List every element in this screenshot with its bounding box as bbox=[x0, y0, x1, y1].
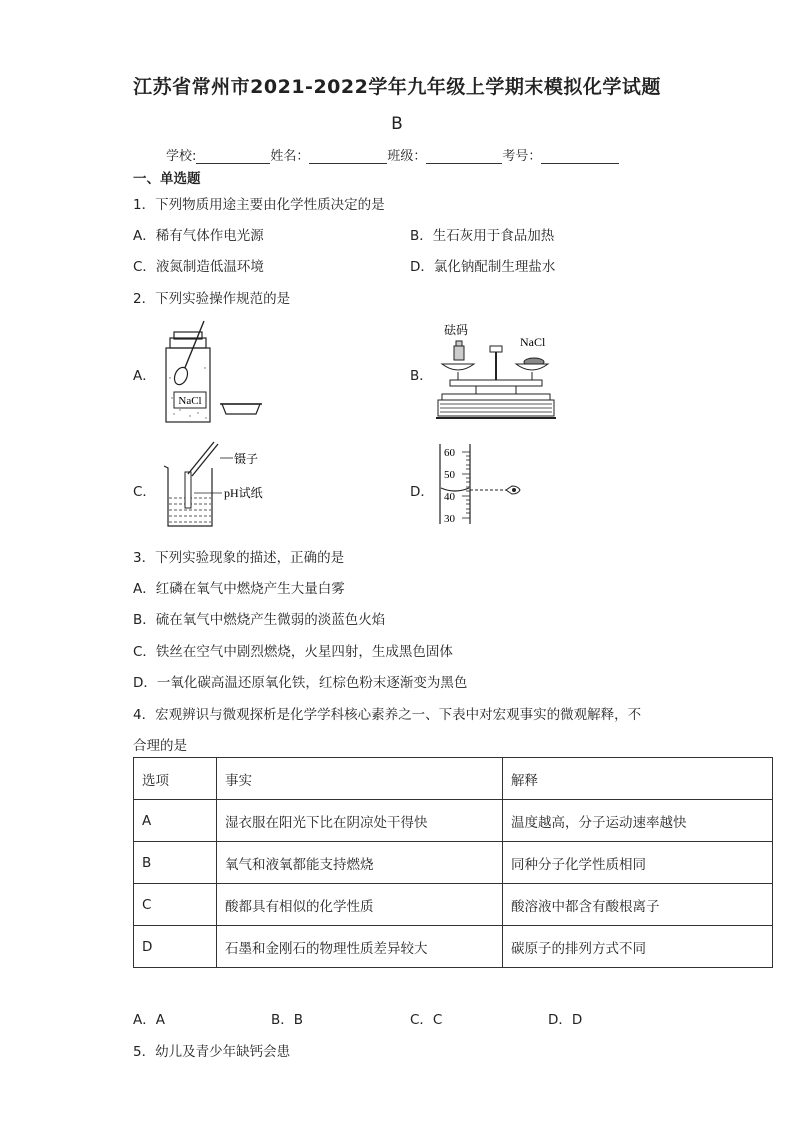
fig-b-weight-label: 砝码 bbox=[444, 323, 469, 337]
q3-option-c: C．铁丝在空气中剧烈燃烧，火星四射，生成黑色固体 bbox=[133, 644, 453, 660]
q2-option-c-letter: C． bbox=[133, 484, 156, 500]
q3-stem: 3．下列实验现象的描述，正确的是 bbox=[133, 550, 345, 566]
fig-a-label: NaCl bbox=[178, 395, 202, 407]
q1-stem: 1．下列物质用途主要由化学性质决定的是 bbox=[133, 197, 385, 213]
exam-number-label: 考号： bbox=[502, 149, 542, 164]
table-row bbox=[134, 800, 773, 842]
exam-subtitle: B bbox=[391, 114, 403, 134]
table-cell: 湿衣服在阳光下比在阴凉处干得快 bbox=[217, 800, 503, 842]
table-cell: 氧气和液氧都能支持燃烧 bbox=[217, 842, 503, 884]
q4-stem-line1: 4．宏观辨识与微观探析是化学学科核心素养之一、下表中对宏观事实的微观解释，不 bbox=[133, 707, 642, 723]
name-label: 姓名： bbox=[270, 149, 310, 164]
q3-option-d: D．一氧化碳高温还原氧化铁，红棕色粉末逐渐变为黑色 bbox=[133, 675, 468, 691]
q4-option-c: C．C bbox=[410, 1012, 443, 1028]
q4-option-d: D．D bbox=[548, 1012, 583, 1028]
q5-stem: 5．幼儿及青少年缺钙会患 bbox=[133, 1044, 291, 1060]
table-row bbox=[134, 842, 773, 884]
table-header-row bbox=[134, 758, 773, 800]
table-header-explanation: 解释 bbox=[503, 758, 773, 800]
fig-c-tweezers-label: 镊子 bbox=[234, 452, 259, 466]
q2-stem: 2．下列实验操作规范的是 bbox=[133, 291, 291, 307]
q4-table bbox=[133, 757, 773, 968]
table-cell: 酸都具有相似的化学性质 bbox=[217, 884, 503, 926]
q1-option-b: B．生石灰用于食品加热 bbox=[410, 228, 555, 244]
q1-option-c: C．液氮制造低温环境 bbox=[133, 259, 264, 275]
table-row bbox=[134, 884, 773, 926]
table-cell: A bbox=[134, 800, 217, 842]
class-label: 班级： bbox=[387, 149, 427, 164]
q3-option-b: B．硫在氧气中燃烧产生微弱的淡蓝色火焰 bbox=[133, 612, 386, 628]
fig-d-tick-40: 40 bbox=[444, 491, 455, 503]
section-heading: 一、单选题 bbox=[133, 171, 201, 187]
class-field[interactable] bbox=[426, 149, 502, 164]
fig-b-balance bbox=[436, 318, 558, 426]
q4-stem-line2: 合理的是 bbox=[133, 738, 187, 754]
table-cell: 酸溶液中都含有酸根离子 bbox=[503, 884, 773, 926]
exam-title: 江苏省常州市2021-2022学年九年级上学期末模拟化学试题 bbox=[133, 76, 661, 98]
table-row bbox=[134, 926, 773, 968]
q4-option-b: B．B bbox=[271, 1012, 304, 1028]
school-field[interactable] bbox=[196, 149, 270, 164]
table-cell: 同种分子化学性质相同 bbox=[503, 842, 773, 884]
fig-d-tick-30: 30 bbox=[444, 513, 455, 525]
table-header-fact: 事实 bbox=[217, 758, 503, 800]
name-field[interactable] bbox=[309, 149, 387, 164]
q2-option-b-letter: B． bbox=[410, 368, 433, 384]
fig-b-salt-label: NaCl bbox=[520, 335, 546, 349]
q2-option-d-letter: D． bbox=[410, 484, 434, 500]
fig-c-ph-test bbox=[160, 438, 292, 532]
fig-d-graduated-cylinder bbox=[436, 442, 526, 528]
school-label: 学校: bbox=[166, 149, 197, 164]
q2-option-a-letter: A． bbox=[133, 368, 156, 384]
table-cell: B bbox=[134, 842, 217, 884]
table-cell: 温度越高，分子运动速率越快 bbox=[503, 800, 773, 842]
fig-a-reagent-jar bbox=[160, 318, 270, 428]
fig-d-tick-60: 60 bbox=[444, 447, 455, 459]
exam-number-field[interactable] bbox=[541, 149, 619, 164]
fig-d-tick-50: 50 bbox=[444, 469, 455, 481]
table-header-option: 选项 bbox=[134, 758, 217, 800]
table-cell: C bbox=[134, 884, 217, 926]
q1-option-a: A．稀有气体作电光源 bbox=[133, 228, 264, 244]
table-cell: 石墨和金刚石的物理性质差异较大 bbox=[217, 926, 503, 968]
q3-option-a: A．红磷在氧气中燃烧产生大量白雾 bbox=[133, 581, 345, 597]
table-cell: 碳原子的排列方式不同 bbox=[503, 926, 773, 968]
student-info-line bbox=[166, 145, 619, 164]
fig-c-paper-label: pH试纸 bbox=[224, 486, 263, 500]
q4-option-a: A．A bbox=[133, 1012, 165, 1028]
table-cell: D bbox=[134, 926, 217, 968]
q1-option-d: D．氯化钠配制生理盐水 bbox=[410, 259, 556, 275]
